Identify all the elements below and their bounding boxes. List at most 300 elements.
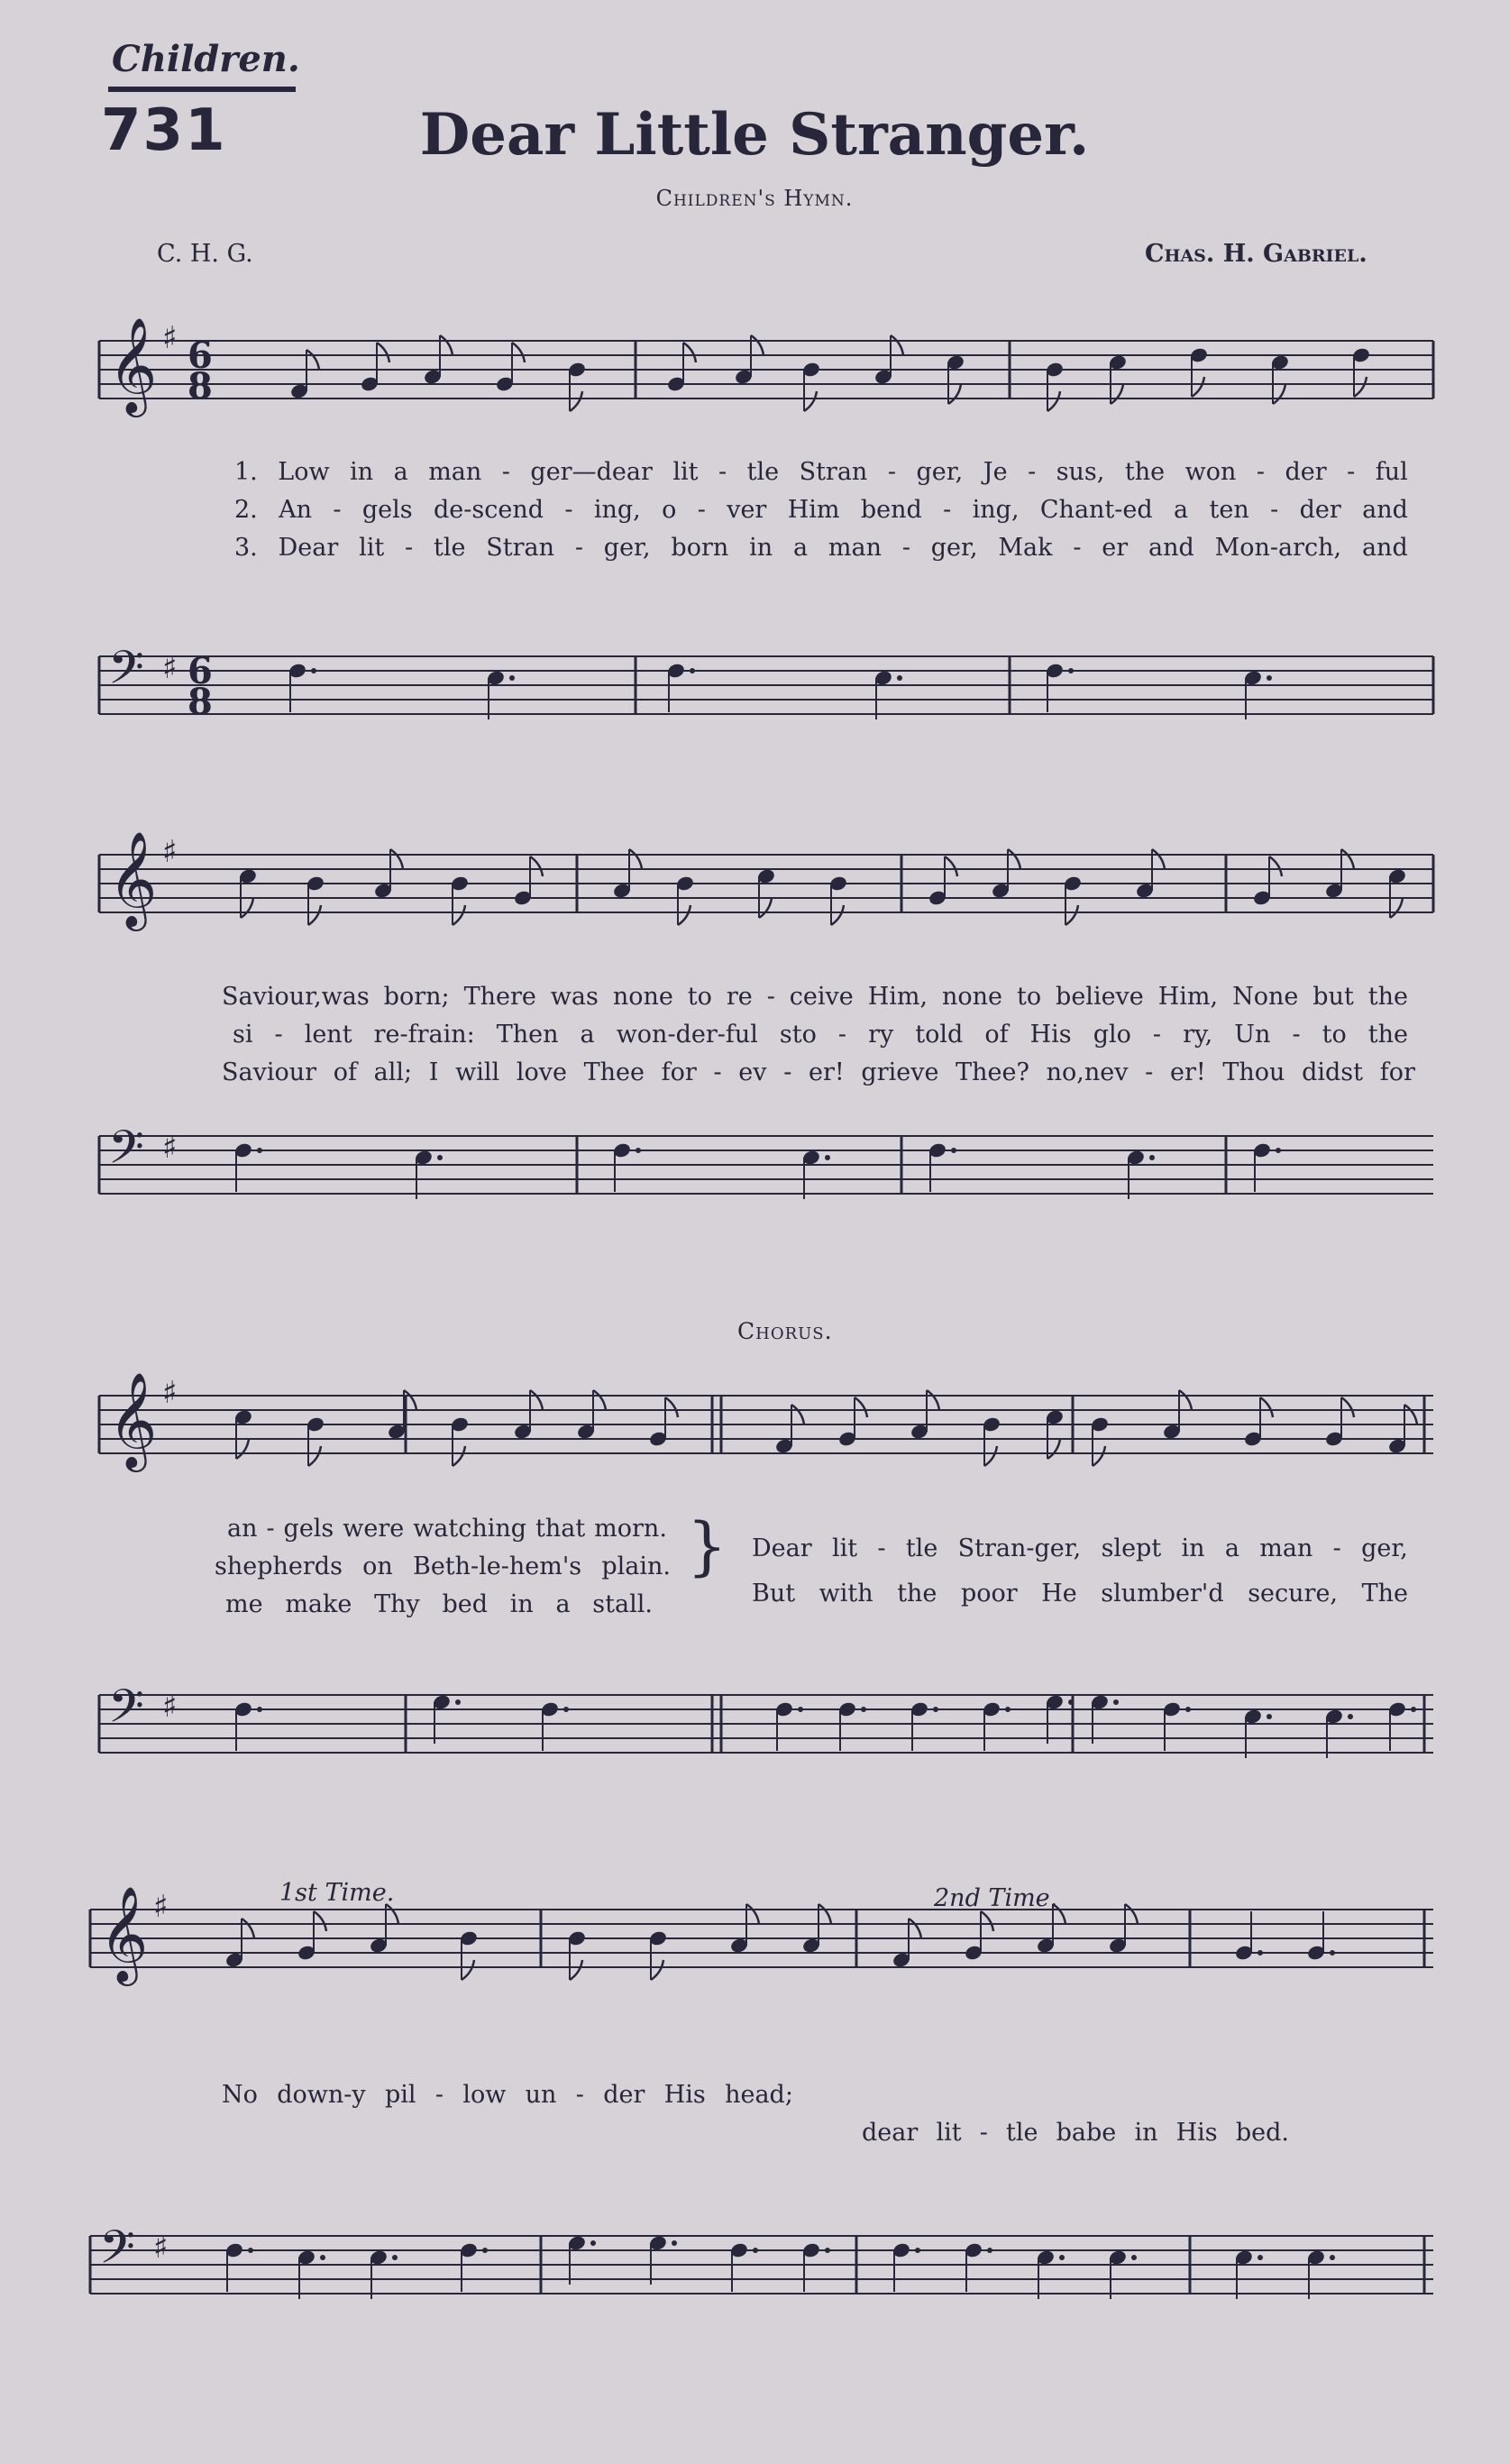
lyric-syllable: that xyxy=(535,1515,586,1543)
lyric-syllable: Him, xyxy=(867,983,928,1011)
lyric-syllable: low xyxy=(462,2081,507,2109)
note-flag xyxy=(819,1904,831,1924)
lyric-syllable: none xyxy=(942,983,1003,1011)
lyric-syllable: none xyxy=(612,983,673,1011)
lyric-syllable: in xyxy=(509,1590,534,1618)
note-flag xyxy=(308,905,321,925)
system-2-verse-2 xyxy=(233,1021,1408,1049)
lyric-syllable: born xyxy=(671,534,729,562)
lyric-syllable: all; xyxy=(373,1058,413,1086)
hymn-subtitle: Children's Hymn. xyxy=(655,186,854,211)
note-dot xyxy=(1113,1699,1119,1705)
key-signature-sharp-icon: ♯ xyxy=(162,1130,178,1166)
note-flag xyxy=(651,1960,663,1980)
lyric-syllable: - xyxy=(1152,1021,1162,1049)
chorus-line-1 xyxy=(752,1534,1408,1562)
note-dot xyxy=(392,2255,398,2260)
lyric-syllable: tle xyxy=(746,458,780,486)
note-flag xyxy=(1152,849,1165,869)
system-1-verse-1 xyxy=(234,458,1408,486)
first-ending-lyric xyxy=(222,2081,793,2109)
lyric-syllable: - xyxy=(266,1515,275,1543)
note-dot xyxy=(933,1707,938,1712)
note-dot xyxy=(825,2248,830,2253)
lyric-syllable: sto xyxy=(779,1021,817,1049)
lyric-syllable: secure, xyxy=(1248,1580,1339,1608)
lyric-syllable: didst xyxy=(1302,1058,1364,1086)
note-dot xyxy=(320,2255,325,2260)
lyric-syllable: - xyxy=(1347,458,1356,486)
bass-clef-icon: 𝄢 xyxy=(99,2220,135,2285)
note-flag xyxy=(1111,384,1123,404)
lyric-syllable: er! xyxy=(808,1058,845,1086)
lyric-syllable: ger, xyxy=(603,534,651,562)
second-ending-label: 2nd Time. xyxy=(934,1884,1058,1912)
lyric-syllable: 2. xyxy=(234,496,258,524)
lyric-syllable: Saviour xyxy=(222,1058,317,1086)
note-flag xyxy=(1269,856,1282,876)
note-dot xyxy=(825,1155,830,1160)
lyric-syllable: to xyxy=(687,983,712,1011)
bass-clef-icon: 𝄢 xyxy=(108,640,144,706)
note-flag xyxy=(1093,1446,1105,1466)
lyric-syllable: re-frain: xyxy=(373,1021,475,1049)
lyric-syllable: de-scend xyxy=(433,496,544,524)
system-3-ending-verse-2 xyxy=(215,1553,671,1580)
lyric-syllable: The xyxy=(1361,1580,1408,1608)
note-flag xyxy=(791,1405,804,1424)
lyric-syllable: no,nev xyxy=(1046,1058,1129,1086)
lyric-syllable: Thee xyxy=(583,1058,645,1086)
lyric-syllable: His xyxy=(1175,2119,1218,2147)
lyric-syllable: - xyxy=(333,496,342,524)
note-dot xyxy=(248,2248,253,2253)
lyric-syllable: Beth-le-hem's xyxy=(412,1553,582,1580)
lyric-syllable: tle xyxy=(433,534,466,562)
lyric-syllable: ger, xyxy=(916,458,964,486)
lyric-syllable: Low xyxy=(278,458,330,486)
lyric-syllable: der xyxy=(1285,458,1327,486)
treble-clef-icon: 𝄞 xyxy=(108,1371,158,1468)
lyric-syllable: won xyxy=(1184,458,1237,486)
lyric-syllable: the xyxy=(1124,458,1166,486)
lyric-syllable: An xyxy=(279,496,313,524)
lyric-syllable: 3. xyxy=(234,534,258,562)
lyric-syllable: - xyxy=(713,1058,722,1086)
system-1-bass-staff xyxy=(99,620,1433,765)
lyric-syllable: for xyxy=(661,1058,697,1086)
note-dot xyxy=(1185,1707,1191,1712)
lyric-syllable: - xyxy=(901,534,910,562)
note-flag xyxy=(462,1960,474,1980)
note-dot xyxy=(1068,668,1074,673)
lyric-syllable: love xyxy=(516,1058,567,1086)
lyric-syllable: - xyxy=(718,458,727,486)
note-flag xyxy=(530,1390,543,1410)
lyric-syllable: and xyxy=(1362,496,1408,524)
note-flag xyxy=(512,343,525,362)
lyric-syllable: Un xyxy=(1234,1021,1271,1049)
note-flag xyxy=(948,384,961,404)
lyric-syllable: lit xyxy=(672,458,699,486)
system-1-treble-staff xyxy=(99,305,1433,449)
note-dot xyxy=(1059,2255,1065,2260)
lyric-syllable: lit xyxy=(359,534,385,562)
lyric-syllable: in xyxy=(749,534,773,562)
lyric-syllable: a xyxy=(1224,1534,1239,1562)
note-flag xyxy=(804,391,817,411)
lyric-syllable: a xyxy=(792,534,809,562)
note-flag xyxy=(759,898,772,918)
lyric-syllable: Dear xyxy=(278,534,339,562)
lyric-syllable: - xyxy=(405,534,414,562)
lyric-syllable: - xyxy=(887,458,896,486)
treble-clef-icon: 𝄞 xyxy=(108,830,158,927)
lyric-syllable: 1. xyxy=(234,458,258,486)
lyric-syllable: head; xyxy=(725,2081,793,2109)
lyric-syllable: watching xyxy=(413,1515,527,1543)
lyric-syllable: ger, xyxy=(1361,1534,1408,1562)
lyric-syllable: babe xyxy=(1056,2119,1117,2147)
lyric-syllable: tle xyxy=(1006,2119,1038,2147)
note-dot xyxy=(1330,2255,1335,2260)
lyric-syllable: Mak xyxy=(998,534,1053,562)
lyric-syllable: - xyxy=(1256,458,1265,486)
lyric-syllable: lit xyxy=(936,2119,962,2147)
note-flag xyxy=(981,1911,993,1931)
lyric-syllable: si xyxy=(233,1021,253,1049)
note-dot xyxy=(897,675,902,681)
lyric-syllable: - xyxy=(564,496,573,524)
note-flag xyxy=(1047,1439,1060,1459)
lyric-syllable: ing, xyxy=(972,496,1020,524)
note-dot xyxy=(1131,2255,1137,2260)
hymn-title: Dear Little Stranger. xyxy=(419,101,1090,169)
section-label: Children. xyxy=(112,38,300,80)
note-flag xyxy=(1125,1904,1138,1924)
note-dot xyxy=(1005,1707,1011,1712)
note-flag xyxy=(314,1911,326,1931)
lyric-syllable: His xyxy=(663,2081,706,2109)
lyric-syllable: Thee? xyxy=(956,1058,1029,1086)
lyric-syllable: ful xyxy=(1375,458,1408,486)
note-flag xyxy=(242,1919,254,1938)
lyric-syllable: - xyxy=(1270,496,1279,524)
lyric-syllable: was xyxy=(550,983,599,1011)
lyric-syllable: Stran xyxy=(799,458,868,486)
lyric-syllable: man xyxy=(828,534,882,562)
system-2-verse-3 xyxy=(222,1058,1415,1086)
system-3-bass-staff xyxy=(99,1659,1433,1803)
lyric-syllable: a xyxy=(580,1021,595,1049)
lyric-syllable: and xyxy=(1361,534,1408,562)
note-flag xyxy=(1192,377,1204,397)
lyric-syllable: stall. xyxy=(592,1590,653,1618)
lyric-syllable: plain. xyxy=(601,1553,671,1580)
note-flag xyxy=(377,343,389,362)
note-flag xyxy=(1341,1397,1354,1417)
key-signature-sharp-icon: ♯ xyxy=(162,320,178,356)
section-rule xyxy=(108,87,296,92)
lyric-syllable: an xyxy=(227,1515,258,1543)
chorus-label: Chorus. xyxy=(737,1318,833,1344)
lyric-syllable: Dear xyxy=(752,1534,812,1562)
lyric-syllable: lit xyxy=(831,1534,858,1562)
lyric-syllable: - xyxy=(877,1534,886,1562)
note-flag xyxy=(746,1904,759,1924)
note-dot xyxy=(951,1148,956,1153)
lyric-syllable: But xyxy=(752,1580,796,1608)
note-dot xyxy=(1068,1699,1074,1705)
note-flag xyxy=(855,1397,867,1417)
hymn-number: 731 xyxy=(101,97,227,164)
lyric-syllable: were xyxy=(343,1515,405,1543)
note-flag xyxy=(386,1904,398,1924)
system-2-bass-staff xyxy=(99,1100,1433,1244)
lyric-syllable: but xyxy=(1312,983,1354,1011)
lyric-syllable: dear xyxy=(862,2119,919,2147)
note-dot xyxy=(1411,1707,1416,1712)
lyric-syllable: for xyxy=(1379,1058,1415,1086)
note-dot xyxy=(455,1699,461,1705)
lyric-syllable: a xyxy=(1174,496,1189,524)
system-3-ending-verse-1 xyxy=(227,1515,667,1543)
system-2-treble-staff xyxy=(99,819,1433,963)
note-flag xyxy=(1053,1904,1065,1924)
lyric-syllable: - xyxy=(766,983,775,1011)
note-flag xyxy=(593,1390,606,1410)
note-dot xyxy=(590,2240,596,2246)
lyric-syllable: a xyxy=(555,1590,571,1618)
lyric-syllable: ger, xyxy=(930,534,978,562)
lyric-syllable: - xyxy=(501,458,510,486)
lyric-syllable: Stran-ger, xyxy=(957,1534,1082,1562)
note-flag xyxy=(236,1439,249,1459)
note-flag xyxy=(306,350,319,370)
lyric-syllable: o xyxy=(662,496,677,524)
note-flag xyxy=(1179,1390,1192,1410)
lyric-syllable: - xyxy=(575,2081,584,2109)
note-dot xyxy=(311,668,316,673)
lyric-syllable: Mon-arch, xyxy=(1214,534,1342,562)
lyric-syllable: sus, xyxy=(1056,458,1105,486)
lyric-syllable: - xyxy=(574,534,583,562)
note-dot xyxy=(915,2248,920,2253)
lyric-syllable: - xyxy=(783,1058,792,1086)
lyric-syllable: in xyxy=(1134,2119,1158,2147)
lyric-syllable: Him, xyxy=(1157,983,1219,1011)
lyric-syllable: He xyxy=(1041,1580,1077,1608)
note-flag xyxy=(927,1390,939,1410)
note-flag xyxy=(1390,898,1403,918)
note-flag xyxy=(1260,1397,1273,1417)
lyric-syllable: ceive xyxy=(789,983,854,1011)
note-flag xyxy=(1341,849,1354,869)
treble-clef-icon: 𝄞 xyxy=(99,1885,149,1982)
note-flag xyxy=(1354,377,1367,397)
note-flag xyxy=(629,849,642,869)
time-signature-numerator: 6 xyxy=(187,334,213,377)
lyric-syllable: a xyxy=(393,458,408,486)
lyric-syllable: the xyxy=(1367,1021,1408,1049)
lyric-syllable: - xyxy=(274,1021,283,1049)
lyric-syllable: slept xyxy=(1101,1534,1162,1562)
lyric-syllable: make xyxy=(285,1590,352,1618)
lyric-syllable: - xyxy=(1073,534,1082,562)
second-ending-lyric xyxy=(862,2119,1289,2147)
note-flag xyxy=(1404,1405,1417,1424)
note-dot xyxy=(257,1148,262,1153)
lyric-syllable: of xyxy=(333,1058,357,1086)
lyric-syllable: der xyxy=(603,2081,645,2109)
treble-clef-icon: 𝄞 xyxy=(108,316,158,413)
note-dot xyxy=(437,1155,443,1160)
lyric-syllable: morn. xyxy=(594,1515,667,1543)
note-flag xyxy=(241,898,253,918)
lyric-syllable: er! xyxy=(1169,1058,1206,1086)
lyric-syllable: down-y xyxy=(277,2081,366,2109)
note-flag xyxy=(1065,905,1078,925)
lyric-syllable: I xyxy=(428,1058,439,1086)
lyric-syllable: ev xyxy=(738,1058,767,1086)
lyric-syllable: shepherds xyxy=(215,1553,343,1580)
note-dot xyxy=(1348,1714,1353,1719)
system-3-treble-staff xyxy=(99,1360,1433,1504)
note-dot xyxy=(1267,1714,1272,1719)
note-dot xyxy=(798,1707,803,1712)
note-flag xyxy=(665,1397,678,1417)
note-flag xyxy=(909,1919,921,1938)
note-dot xyxy=(1267,675,1272,681)
system-4-bass-staff xyxy=(90,2200,1433,2344)
lyric-syllable: Thy xyxy=(374,1590,420,1618)
lyric-syllable: and xyxy=(1148,534,1194,562)
lyric-syllable: of xyxy=(984,1021,1009,1049)
system-3-ending-verse-3 xyxy=(225,1590,653,1618)
lyric-syllable: bend xyxy=(860,496,922,524)
lyric-syllable: ver xyxy=(727,496,767,524)
time-signature-denominator: 8 xyxy=(187,365,213,408)
note-dot xyxy=(753,2248,758,2253)
lyric-syllable: None xyxy=(1232,983,1299,1011)
note-flag xyxy=(1047,391,1060,411)
note-dot xyxy=(861,1707,866,1712)
note-dot xyxy=(1149,1155,1155,1160)
lyric-syllable: believe xyxy=(1056,983,1144,1011)
lyric-syllable: - xyxy=(434,2081,444,2109)
note-flag xyxy=(570,1960,582,1980)
lyric-syllable: Chant-ed xyxy=(1039,496,1153,524)
lyric-syllable: - xyxy=(943,496,952,524)
bass-clef-icon: 𝄢 xyxy=(108,1120,144,1186)
lyric-syllable: bed xyxy=(442,1590,488,1618)
note-flag xyxy=(570,391,582,411)
lyric-syllable: me xyxy=(225,1590,263,1618)
note-flag xyxy=(530,856,543,876)
lyric-syllable: re xyxy=(726,983,753,1011)
lyric-syllable: the xyxy=(897,1580,937,1608)
note-dot xyxy=(509,675,515,681)
note-dot xyxy=(482,2248,488,2253)
note-flag xyxy=(308,1446,321,1466)
time-signature-numerator: 6 xyxy=(187,650,213,692)
note-dot xyxy=(1258,2255,1263,2260)
lyric-syllable: Stran xyxy=(486,534,555,562)
lyric-syllable: won-der-ful xyxy=(616,1021,758,1049)
lyric-syllable: - xyxy=(1145,1058,1154,1086)
lyric-syllable: No xyxy=(222,2081,258,2109)
note-dot xyxy=(636,1148,641,1153)
chorus-line-2 xyxy=(752,1580,1408,1608)
first-ending-label: 1st Time. xyxy=(279,1879,395,1907)
lyric-syllable: Him xyxy=(787,496,840,524)
lyric-syllable: ten xyxy=(1209,496,1249,524)
note-dot xyxy=(1258,1950,1263,1956)
lyric-syllable: will xyxy=(455,1058,500,1086)
note-dot xyxy=(257,1707,262,1712)
music-credit: Chas. H. Gabriel. xyxy=(1145,240,1367,268)
note-flag xyxy=(831,905,844,925)
note-flag xyxy=(751,335,764,355)
note-flag xyxy=(453,905,465,925)
key-signature-sharp-icon: ♯ xyxy=(162,650,178,686)
note-dot xyxy=(987,2248,992,2253)
lyric-syllable: ing, xyxy=(593,496,641,524)
note-flag xyxy=(1008,849,1020,869)
lyric-syllable: glo xyxy=(1093,1021,1131,1049)
key-signature-sharp-icon: ♯ xyxy=(153,2230,169,2266)
note-dot xyxy=(690,668,695,673)
key-signature-sharp-icon: ♯ xyxy=(153,1889,169,1925)
lyric-syllable: in xyxy=(350,458,374,486)
lyric-syllable: pil xyxy=(384,2081,416,2109)
system-2-verse-1 xyxy=(222,983,1408,1011)
system-1-verse-2 xyxy=(234,496,1408,524)
time-signature-denominator: 8 xyxy=(187,681,213,723)
lyric-syllable: man xyxy=(428,458,482,486)
lyric-syllable: - xyxy=(837,1021,847,1049)
lyric-syllable: slumber'd xyxy=(1101,1580,1224,1608)
lyric-syllable: poor xyxy=(960,1580,1018,1608)
lyric-syllable: His xyxy=(1029,1021,1072,1049)
lyric-syllable: gels xyxy=(283,1515,334,1543)
lyric-syllable: with xyxy=(819,1580,873,1608)
lyric-syllable: lent xyxy=(304,1021,352,1049)
lyric-syllable: - xyxy=(979,2119,988,2147)
lyric-syllable: ry xyxy=(868,1021,894,1049)
system-4-treble-staff xyxy=(90,1873,1433,2018)
lyric-syllable: Je xyxy=(983,458,1008,486)
note-flag xyxy=(390,849,403,869)
lyric-syllable: Thou xyxy=(1222,1058,1285,1086)
lyric-syllable: the xyxy=(1367,983,1408,1011)
note-flag xyxy=(453,1446,465,1466)
key-signature-sharp-icon: ♯ xyxy=(162,1375,178,1411)
note-flag xyxy=(891,335,903,355)
lyric-syllable: bed. xyxy=(1235,2119,1289,2147)
note-dot xyxy=(1330,1950,1335,1956)
lyric-syllable: - xyxy=(1332,1534,1341,1562)
lyric-syllable: un xyxy=(525,2081,557,2109)
lyric-syllable: born; xyxy=(383,983,450,1011)
note-flag xyxy=(440,335,453,355)
system-1-verse-3 xyxy=(234,534,1408,562)
lyric-syllable: man xyxy=(1259,1534,1313,1562)
lyric-syllable: in xyxy=(1181,1534,1205,1562)
lyric-syllable: to xyxy=(1322,1021,1347,1049)
lyric-syllable: der xyxy=(1299,496,1341,524)
words-credit: C. H. G. xyxy=(157,240,253,268)
